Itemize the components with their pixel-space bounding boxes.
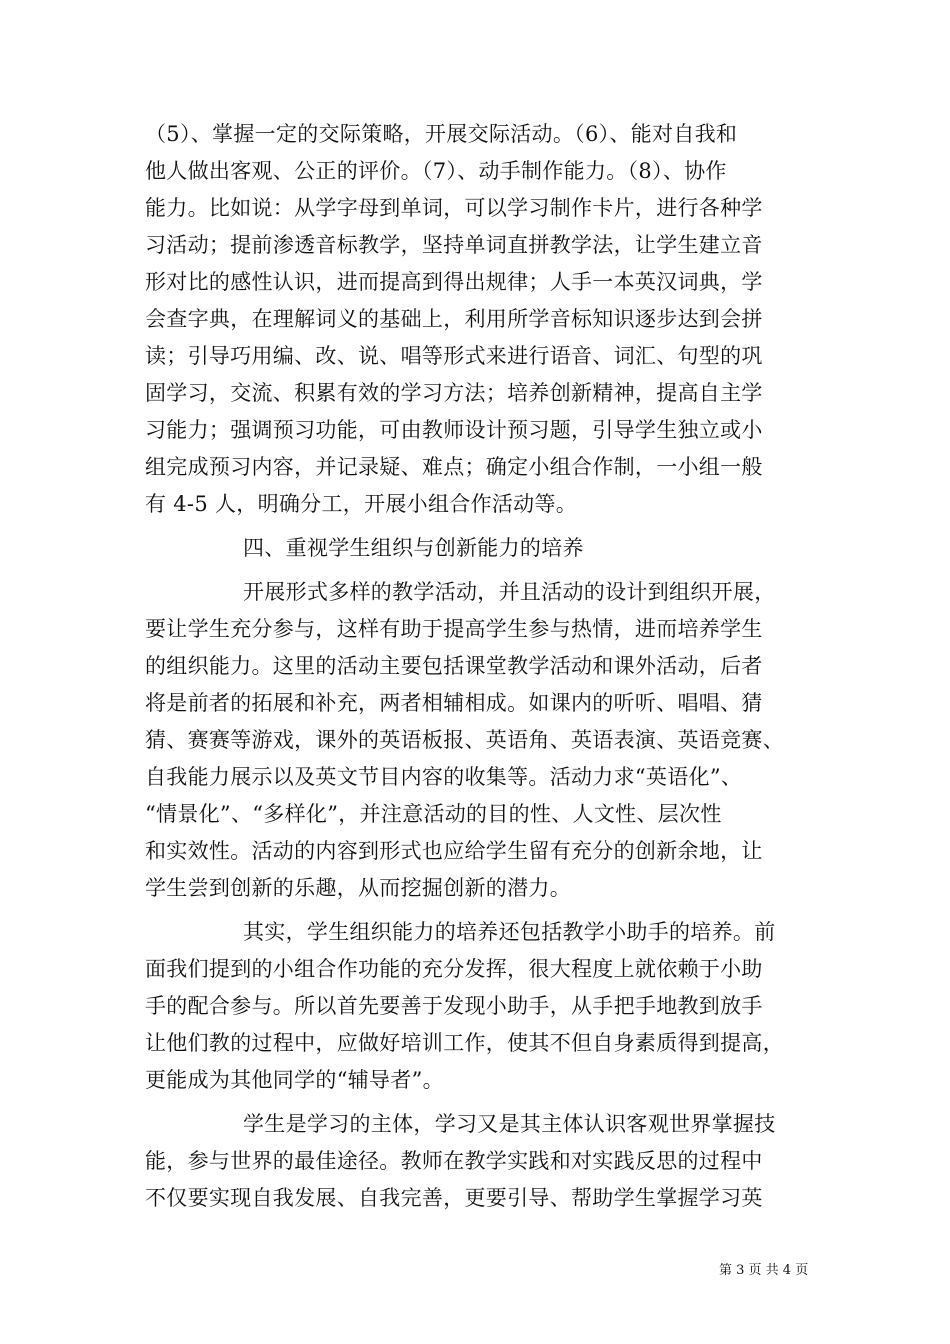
p4-line-2: 能，参与世界的最佳途径。教师在教学实践和对实践反思的过程中 bbox=[145, 1149, 763, 1173]
p3-line-1: 其实，学生组织能力的培养还包括教学小助手的培养。前 bbox=[243, 920, 776, 944]
p1-line-5: 形对比的感性认识，进而提高到得出规律；人手一本英汉词典，学 bbox=[145, 270, 763, 294]
p3-line-2: 面我们提到的小组合作功能的充分发挥，很大程度上就依赖于小助 bbox=[145, 957, 763, 981]
document-page bbox=[145, 0, 815, 1344]
p1-line-10: 组完成预习内容，并记录疑、难点；确定小组合作制，一小组一般 bbox=[145, 455, 763, 479]
p2-line-9: 学生尝到创新的乐趣，从而挖掘创新的潜力。 bbox=[145, 876, 571, 900]
p1-line-11: 有 4-5 人，明确分工，开展小组合作活动等。 bbox=[145, 492, 578, 516]
p1-line-2: 他人做出客观、公正的评价。（7）、动手制作能力。（8）、协作 bbox=[145, 159, 727, 183]
p3-line-3: 手的配合参与。所以首先要善于发现小助手，从手把手地教到放手 bbox=[145, 994, 763, 1018]
p2-line-2: 要让学生充分参与，这样有助于提高学生参与热情，进而培养学生 bbox=[145, 617, 763, 641]
p2-line-8: 和实效性。活动的内容到形式也应给学生留有充分的创新余地，让 bbox=[145, 839, 763, 863]
p2-line-6: 自我能力展示以及英文节目内容的收集等。活动力求“英语化”、 bbox=[145, 765, 743, 789]
p2-line-5: 猜、赛赛等游戏，课外的英语板报、英语角、英语表演、英语竞赛、 bbox=[145, 728, 784, 752]
p4-line-1: 学生是学习的主体，学习又是其主体认识客观世界掌握技 bbox=[243, 1112, 776, 1136]
p1-line-1: （5）、掌握一定的交际策略，开展交际活动。（6）、能对自我和 bbox=[145, 122, 738, 146]
p4-line-3: 不仅要实现自我发展、自我完善，更要引导、帮助学生掌握学习英 bbox=[145, 1186, 763, 1210]
p2-line-3: 的组织能力。这里的活动主要包括课堂教学活动和课外活动，后者 bbox=[145, 654, 763, 678]
p2-line-7: “情景化”、“多样化”，并注意活动的目的性、人文性、层次性 bbox=[145, 802, 722, 826]
p1-line-3: 能力。比如说：从学字母到单词，可以学习制作卡片，进行各种学 bbox=[145, 196, 763, 220]
p1-line-4: 习活动；提前渗透音标教学，坚持单词直拼教学法，让学生建立音 bbox=[145, 233, 763, 257]
section-heading: 四、重视学生组织与创新能力的培养 bbox=[243, 536, 584, 560]
p1-line-6: 会查字典，在理解词义的基础上，利用所学音标知识逐步达到会拼 bbox=[145, 307, 763, 331]
p1-line-9: 习能力；强调预习功能，可由教师设计预习题，引导学生独立或小 bbox=[145, 418, 763, 442]
page-number-footer: 第 3 页 共 4 页 bbox=[719, 1263, 809, 1278]
p2-line-1: 开展形式多样的教学活动，并且活动的设计到组织开展， bbox=[243, 580, 776, 604]
p2-line-4: 将是前者的拓展和补充，两者相辅相成。如课内的听听、唱唱、猜 bbox=[145, 691, 763, 715]
p3-line-5: 更能成为其他同学的“辅导者”。 bbox=[145, 1068, 444, 1092]
p1-line-8: 固学习，交流、积累有效的学习方法；培养创新精神，提高自主学 bbox=[145, 381, 763, 405]
p3-line-4: 让他们教的过程中，应做好培训工作，使其不但自身素质得到提高， bbox=[145, 1031, 784, 1055]
p1-line-7: 读；引导巧用编、改、说、唱等形式来进行语音、词汇、句型的巩 bbox=[145, 344, 763, 368]
